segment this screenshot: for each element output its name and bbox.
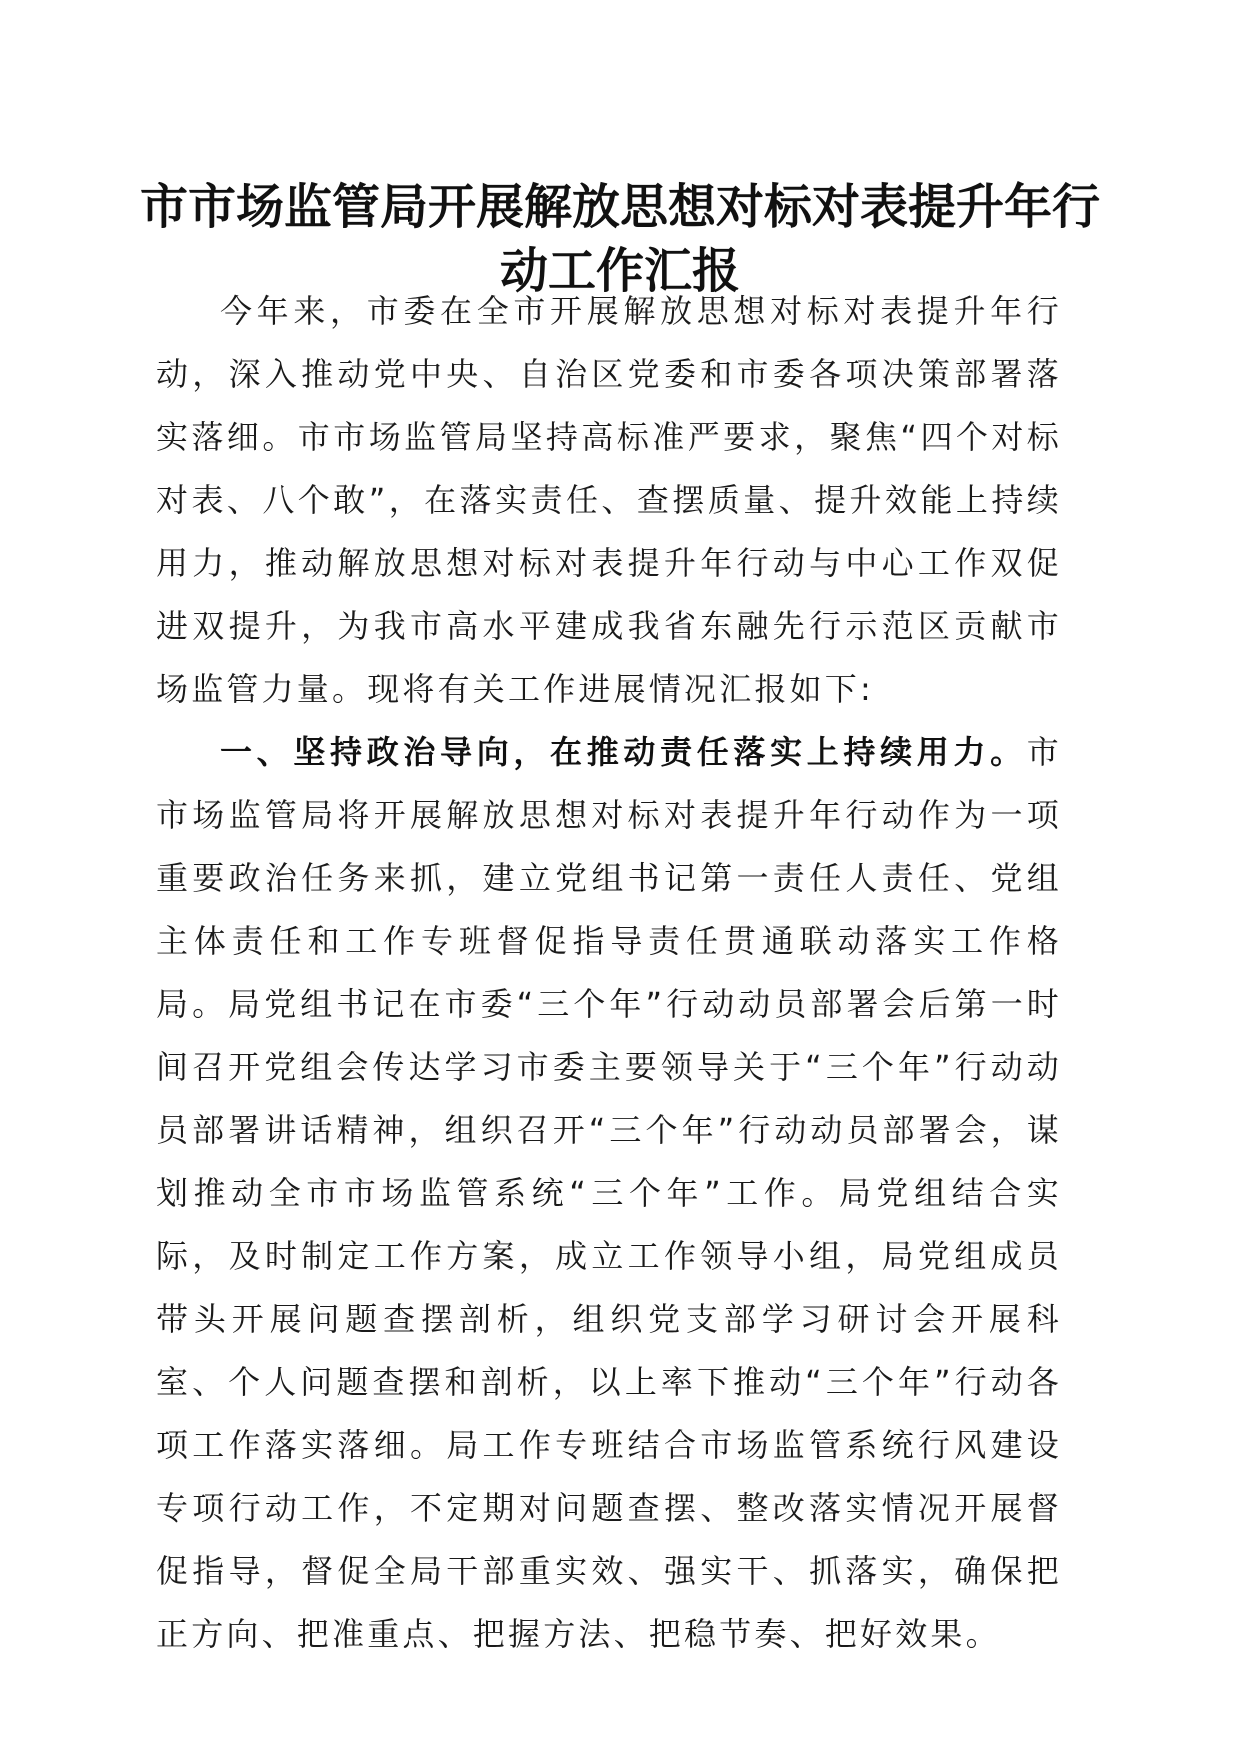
section-one-heading: 一、坚持政治导向，在推动责任落实上持续用力。 [220, 733, 1027, 771]
intro-paragraph-text: 今年来，市委在全市开展解放思想对标对表提升年行动，深入推动党中央、自治区党委和市委各项决策部署落实落细。市市场监管局坚持高标准严要求，聚焦“四个对标对表、八个敢”，在落实责任、查摆质量、提升效能上持续用力，推动解放思想对标对表提升年行动与中心工作双促进双提升，为我市高水平建成我省东融先行示范区贡献市场监管力量。现将有关工作进展情况汇报如下: [156, 292, 1062, 708]
intro-paragraph [156, 280, 1062, 721]
document-title: 市市场监管局开展解放思想对标对表提升年行动工作汇报 [140, 179, 1101, 299]
document-body [156, 280, 1062, 1666]
section-one-text: 市市场监管局将开展解放思想对标对表提升年行动作为一项重要政治任务来抓，建立党组书记第一责任人责任、党组主体责任和工作专班督促指导责任贯通联动落实工作格局。局党组书记在市委“三个年”行动动员部署会后第一时间召开党组会传达学习市委主要领导关于“三个年”行动动员部署讲话精神，组织召开“三个年”行动动员部署会，谋划推动全市市场监管系统“三个年”工作。局党组结合实际，及时制定工作方案，成立工作领导小组，局党组成员带头开展问题查摆剖析，组织党支部学习研讨会开展科室、个人问题查摆和剖析，以上率下推动“三个年”行动各项工作落实落细。局工作专班结合市场监管系统行风建设专项行动工作，不定期对问题查摆、整改落实情况开展督促指导，督促全局干部重实效、强实干、抓落实，确保把正方向、把准重点、把握方法、把稳节奏、把好效果。 [156, 733, 1062, 1653]
section-one-paragraph [156, 721, 1062, 1666]
